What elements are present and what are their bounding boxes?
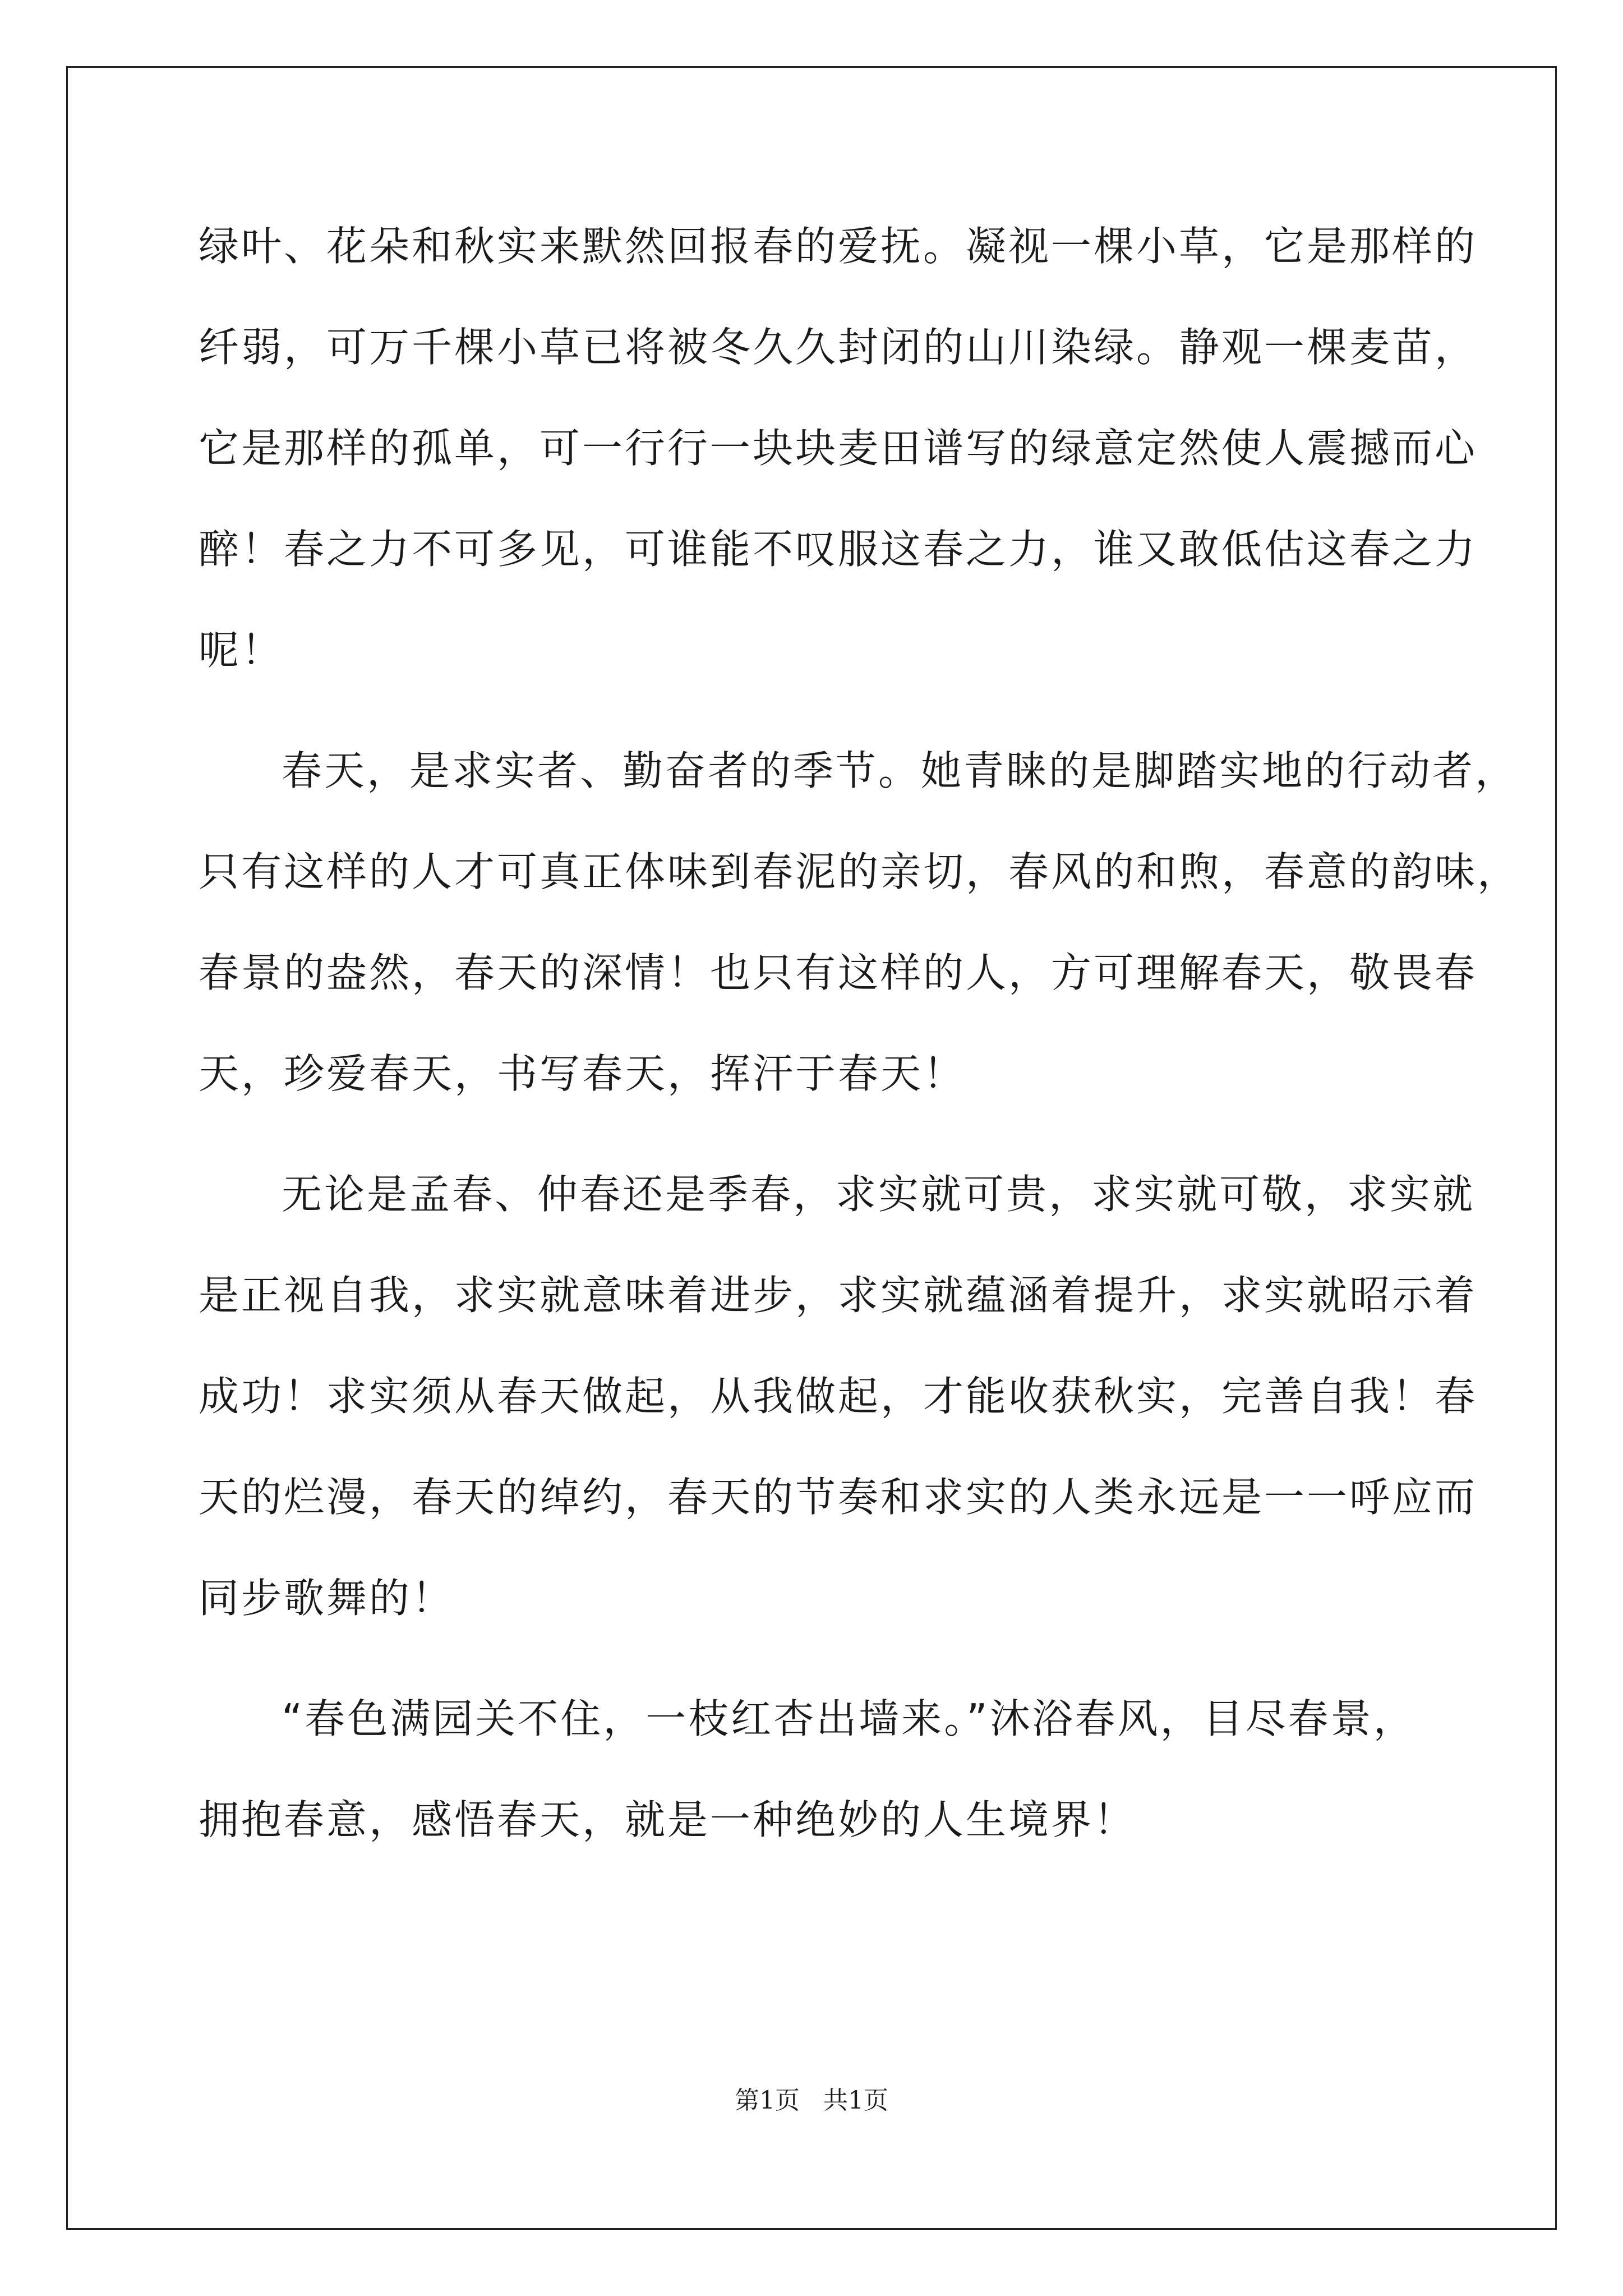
document-body [199,210,1520,1884]
text-line: 春天，是求实者、勤奋者的季节。她青睐的是脚踏实地的行动者， [282,747,1518,794]
text-line: 纤弱，可万千棵小草已将被冬久久封闭的山川染绿。静观一棵麦苗， [199,324,1478,371]
text-line: “春色满园关不住，一枝红杏出墙来。”沐浴春风，目尽春景， [282,1695,1416,1742]
text-line: 呢！ [199,627,284,674]
text-line: 绿叶、花朵和秋实来默然回报春的爱抚。凝视一棵小草，它是那样的 [199,223,1478,270]
text-line: 拥抱春意，感悟春天，就是一种绝妙的人生境界！ [199,1796,1137,1843]
text-line: 是正视自我，求实就意味着进步，求实就蕴涵着提升，求实就昭示着 [199,1272,1478,1319]
page-footer: 第1页 共1页 [735,2086,888,2115]
text-line: 天的烂漫，春天的绰约，春天的节奏和求实的人类永远是一一呼应而 [199,1474,1478,1521]
text-line: 无论是孟春、仲春还是季春，求实就可贵，求实就可敬，求实就 [282,1171,1476,1218]
text-line: 天，珍爱春天，书写春天，挥汗于春天！ [199,1050,966,1097]
text-line: 它是那样的孤单，可一行行一块块麦田谱写的绿意定然使人震撼而心 [199,425,1478,472]
text-line: 同步歌舞的！ [199,1575,455,1622]
text-line: 只有这样的人才可真正体味到春泥的亲切，春风的和煦，春意的韵味， [199,848,1520,895]
text-line: 成功！求实须从春天做起，从我做起，才能收获秋实，完善自我！春 [199,1373,1478,1420]
text-line: 醉！春之力不可多见，可谁能不叹服这春之力，谁又敢低估这春之力 [199,526,1478,573]
text-line: 春景的盎然，春天的深情！也只有这样的人，方可理解春天，敬畏春 [199,949,1478,996]
